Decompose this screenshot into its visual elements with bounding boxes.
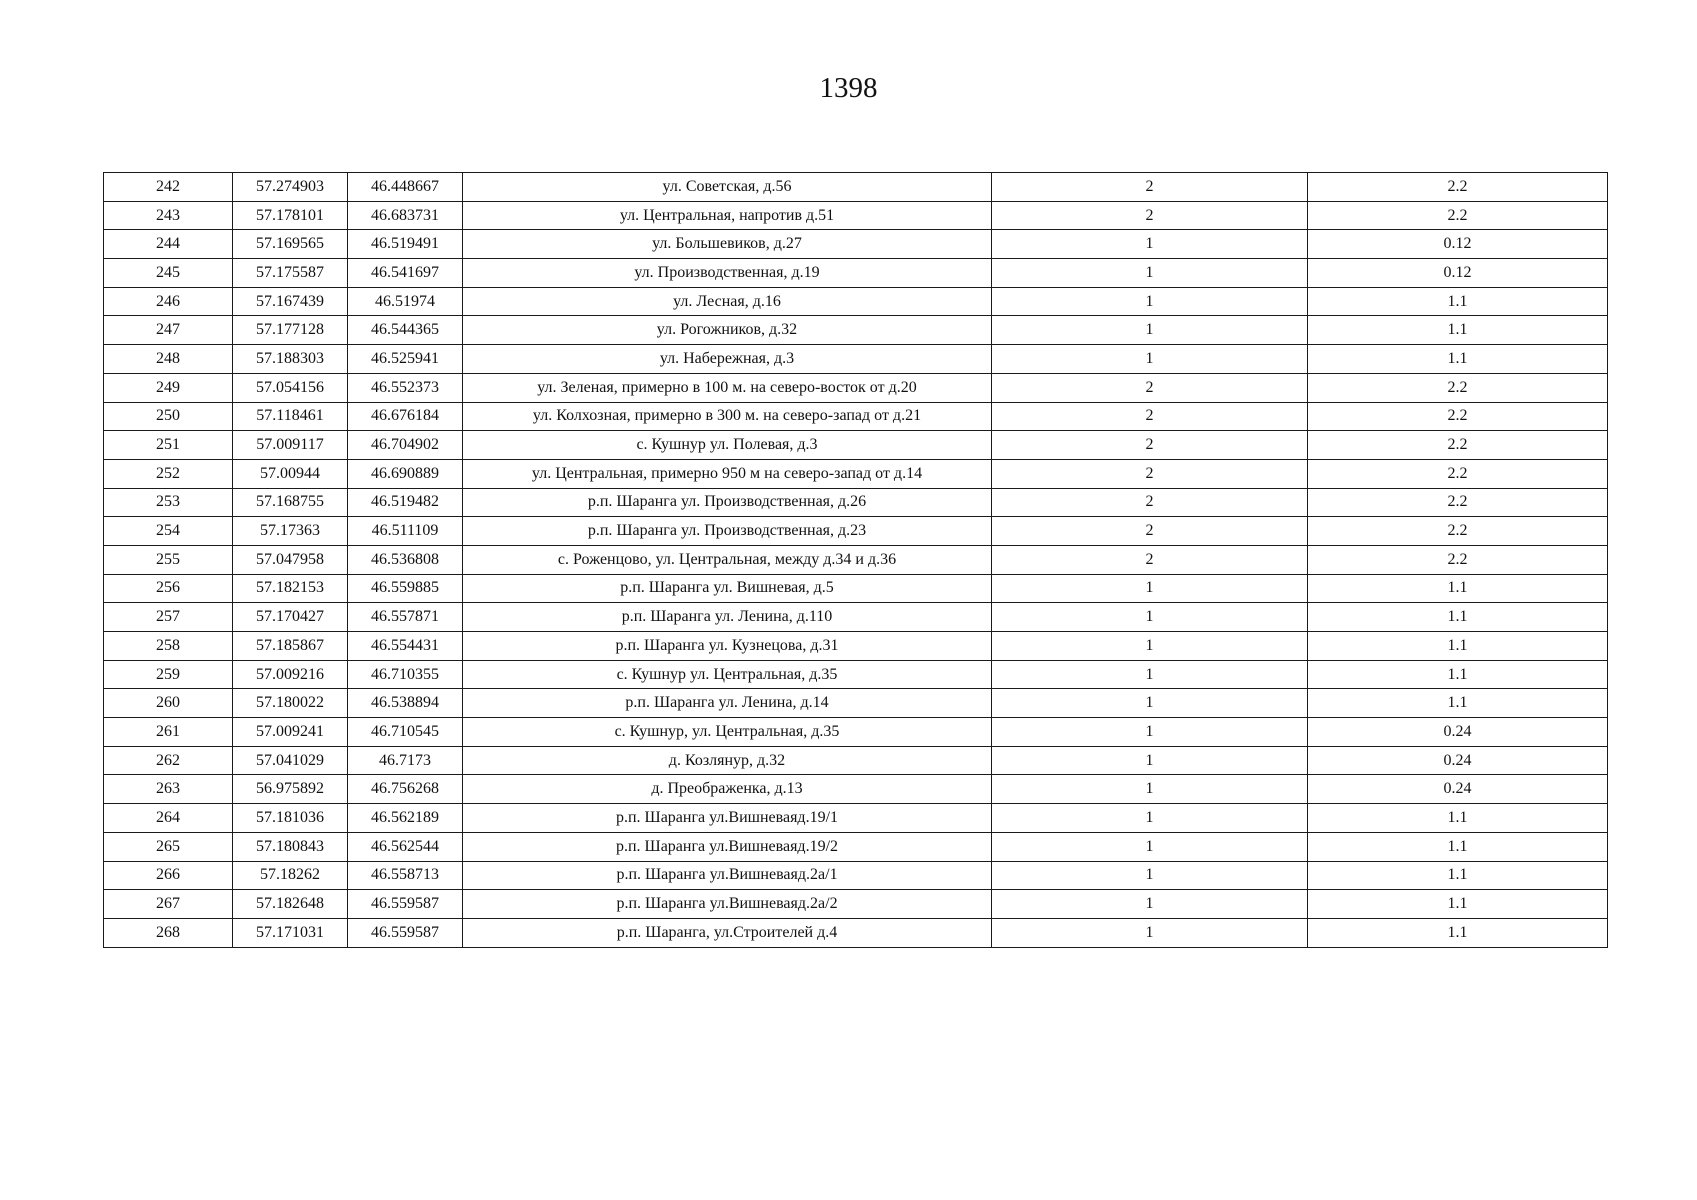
capacity-cell: 1.1 [1308,890,1608,919]
longitude-cell: 46.562544 [348,832,463,861]
capacity-cell: 2.2 [1308,431,1608,460]
count-cell: 1 [992,689,1308,718]
table-row [104,918,1608,947]
longitude-cell: 46.710355 [348,660,463,689]
capacity-cell: 2.2 [1308,373,1608,402]
address-cell: р.п. Шаранга ул.Вишневаяд.19/1 [463,804,992,833]
address-cell: д. Козлянур, д.32 [463,746,992,775]
row-number-cell: 253 [104,488,233,517]
longitude-cell: 46.710545 [348,718,463,747]
longitude-cell: 46.554431 [348,632,463,661]
table-row [104,890,1608,919]
row-number-cell: 259 [104,660,233,689]
address-cell: р.п. Шаранга ул. Ленина, д.110 [463,603,992,632]
table-row [104,488,1608,517]
count-cell: 2 [992,459,1308,488]
table-row [104,287,1608,316]
table-row [104,517,1608,546]
longitude-cell: 46.756268 [348,775,463,804]
address-cell: р.п. Шаранга ул.Вишневаяд.2а/2 [463,890,992,919]
address-cell: с. Роженцово, ул. Центральная, между д.34 и д.36 [463,545,992,574]
longitude-cell: 46.519491 [348,230,463,259]
table-row [104,689,1608,718]
latitude-cell: 56.975892 [233,775,348,804]
latitude-cell: 57.177128 [233,316,348,345]
longitude-cell: 46.704902 [348,431,463,460]
count-cell: 2 [992,431,1308,460]
row-number-cell: 242 [104,173,233,202]
capacity-cell: 2.2 [1308,459,1608,488]
latitude-cell: 57.047958 [233,545,348,574]
count-cell: 1 [992,832,1308,861]
count-cell: 1 [992,746,1308,775]
table-row [104,632,1608,661]
latitude-cell: 57.181036 [233,804,348,833]
longitude-cell: 46.552373 [348,373,463,402]
latitude-cell: 57.182648 [233,890,348,919]
address-cell: с. Кушнур ул. Центральная, д.35 [463,660,992,689]
count-cell: 1 [992,574,1308,603]
capacity-cell: 1.1 [1308,603,1608,632]
capacity-cell: 1.1 [1308,574,1608,603]
count-cell: 1 [992,918,1308,947]
row-number-cell: 247 [104,316,233,345]
row-number-cell: 252 [104,459,233,488]
longitude-cell: 46.690889 [348,459,463,488]
count-cell: 2 [992,201,1308,230]
longitude-cell: 46.544365 [348,316,463,345]
count-cell: 1 [992,603,1308,632]
count-cell: 1 [992,287,1308,316]
count-cell: 1 [992,718,1308,747]
address-cell: р.п. Шаранга, ул.Строителей д.4 [463,918,992,947]
longitude-cell: 46.559885 [348,574,463,603]
row-number-cell: 265 [104,832,233,861]
table-row [104,259,1608,288]
address-cell: с. Кушнур ул. Полевая, д.3 [463,431,992,460]
longitude-cell: 46.558713 [348,861,463,890]
count-cell: 2 [992,517,1308,546]
count-cell: 1 [992,345,1308,374]
row-number-cell: 256 [104,574,233,603]
table-row [104,718,1608,747]
address-cell: р.п. Шаранга ул. Кузнецова, д.31 [463,632,992,661]
row-number-cell: 249 [104,373,233,402]
address-cell: ул. Центральная, напротив д.51 [463,201,992,230]
table-row [104,746,1608,775]
table-row [104,230,1608,259]
longitude-cell: 46.559587 [348,918,463,947]
longitude-cell: 46.525941 [348,345,463,374]
table-row [104,316,1608,345]
longitude-cell: 46.511109 [348,517,463,546]
longitude-cell: 46.51974 [348,287,463,316]
address-cell: ул. Лесная, д.16 [463,287,992,316]
table-row [104,201,1608,230]
count-cell: 1 [992,230,1308,259]
row-number-cell: 266 [104,861,233,890]
longitude-cell: 46.676184 [348,402,463,431]
latitude-cell: 57.171031 [233,918,348,947]
table-row [104,603,1608,632]
latitude-cell: 57.009117 [233,431,348,460]
count-cell: 2 [992,173,1308,202]
count-cell: 1 [992,632,1308,661]
table-row [104,459,1608,488]
count-cell: 1 [992,316,1308,345]
row-number-cell: 255 [104,545,233,574]
row-number-cell: 250 [104,402,233,431]
row-number-cell: 263 [104,775,233,804]
row-number-cell: 243 [104,201,233,230]
row-number-cell: 268 [104,918,233,947]
capacity-cell: 1.1 [1308,660,1608,689]
latitude-cell: 57.168755 [233,488,348,517]
capacity-cell: 2.2 [1308,545,1608,574]
table-row [104,173,1608,202]
page-number: 1398 [819,72,878,104]
capacity-cell: 0.12 [1308,230,1608,259]
row-number-cell: 251 [104,431,233,460]
longitude-cell: 46.683731 [348,201,463,230]
latitude-cell: 57.178101 [233,201,348,230]
table-row [104,775,1608,804]
latitude-cell: 57.180022 [233,689,348,718]
latitude-cell: 57.00944 [233,459,348,488]
longitude-cell: 46.448667 [348,173,463,202]
latitude-cell: 57.009216 [233,660,348,689]
latitude-cell: 57.167439 [233,287,348,316]
address-cell: р.п. Шаранга ул. Ленина, д.14 [463,689,992,718]
count-cell: 1 [992,775,1308,804]
capacity-cell: 2.2 [1308,173,1608,202]
latitude-cell: 57.182153 [233,574,348,603]
latitude-cell: 57.188303 [233,345,348,374]
row-number-cell: 245 [104,259,233,288]
row-number-cell: 246 [104,287,233,316]
latitude-cell: 57.169565 [233,230,348,259]
address-cell: ул. Набережная, д.3 [463,345,992,374]
capacity-cell: 1.1 [1308,316,1608,345]
count-cell: 2 [992,488,1308,517]
longitude-cell: 46.541697 [348,259,463,288]
capacity-cell: 1.1 [1308,861,1608,890]
table-row [104,373,1608,402]
row-number-cell: 260 [104,689,233,718]
capacity-cell: 1.1 [1308,287,1608,316]
table-row [104,804,1608,833]
address-cell: р.п. Шаранга ул. Вишневая, д.5 [463,574,992,603]
capacity-cell: 1.1 [1308,345,1608,374]
count-cell: 1 [992,890,1308,919]
latitude-cell: 57.041029 [233,746,348,775]
capacity-cell: 1.1 [1308,632,1608,661]
capacity-cell: 1.1 [1308,918,1608,947]
latitude-cell: 57.009241 [233,718,348,747]
table-row [104,574,1608,603]
address-cell: д. Преображенка, д.13 [463,775,992,804]
data-table [103,172,1608,948]
latitude-cell: 57.274903 [233,173,348,202]
capacity-cell: 0.24 [1308,718,1608,747]
capacity-cell: 0.24 [1308,746,1608,775]
row-number-cell: 248 [104,345,233,374]
table-row [104,345,1608,374]
table-row [104,861,1608,890]
longitude-cell: 46.559587 [348,890,463,919]
longitude-cell: 46.519482 [348,488,463,517]
longitude-cell: 46.538894 [348,689,463,718]
latitude-cell: 57.185867 [233,632,348,661]
table-body [104,173,1608,948]
longitude-cell: 46.536808 [348,545,463,574]
row-number-cell: 254 [104,517,233,546]
longitude-cell: 46.562189 [348,804,463,833]
latitude-cell: 57.118461 [233,402,348,431]
count-cell: 1 [992,660,1308,689]
address-cell: с. Кушнур, ул. Центральная, д.35 [463,718,992,747]
address-cell: р.п. Шаранга ул. Производственная, д.23 [463,517,992,546]
table-row [104,402,1608,431]
address-cell: ул. Большевиков, д.27 [463,230,992,259]
address-cell: ул. Рогожников, д.32 [463,316,992,345]
capacity-cell: 0.12 [1308,259,1608,288]
latitude-cell: 57.054156 [233,373,348,402]
capacity-cell: 2.2 [1308,402,1608,431]
address-cell: ул. Колхозная, примерно в 300 м. на северо-запад от д.21 [463,402,992,431]
capacity-cell: 2.2 [1308,517,1608,546]
capacity-cell: 1.1 [1308,689,1608,718]
count-cell: 1 [992,259,1308,288]
address-cell: ул. Советская, д.56 [463,173,992,202]
latitude-cell: 57.175587 [233,259,348,288]
row-number-cell: 244 [104,230,233,259]
longitude-cell: 46.7173 [348,746,463,775]
count-cell: 2 [992,373,1308,402]
latitude-cell: 57.18262 [233,861,348,890]
latitude-cell: 57.17363 [233,517,348,546]
capacity-cell: 1.1 [1308,832,1608,861]
capacity-cell: 0.24 [1308,775,1608,804]
count-cell: 1 [992,804,1308,833]
address-cell: р.п. Шаранга ул.Вишневаяд.19/2 [463,832,992,861]
capacity-cell: 2.2 [1308,488,1608,517]
address-cell: ул. Центральная, примерно 950 м на северо-запад от д.14 [463,459,992,488]
row-number-cell: 261 [104,718,233,747]
table-row [104,660,1608,689]
latitude-cell: 57.170427 [233,603,348,632]
row-number-cell: 264 [104,804,233,833]
count-cell: 2 [992,402,1308,431]
longitude-cell: 46.557871 [348,603,463,632]
row-number-cell: 262 [104,746,233,775]
table-row [104,545,1608,574]
row-number-cell: 267 [104,890,233,919]
address-cell: ул. Производственная, д.19 [463,259,992,288]
count-cell: 2 [992,545,1308,574]
capacity-cell: 2.2 [1308,201,1608,230]
latitude-cell: 57.180843 [233,832,348,861]
address-cell: ул. Зеленая, примерно в 100 м. на северо-восток от д.20 [463,373,992,402]
row-number-cell: 257 [104,603,233,632]
count-cell: 1 [992,861,1308,890]
capacity-cell: 1.1 [1308,804,1608,833]
table-row [104,832,1608,861]
row-number-cell: 258 [104,632,233,661]
address-cell: р.п. Шаранга ул. Производственная, д.26 [463,488,992,517]
table-row [104,431,1608,460]
address-cell: р.п. Шаранга ул.Вишневаяд.2а/1 [463,861,992,890]
